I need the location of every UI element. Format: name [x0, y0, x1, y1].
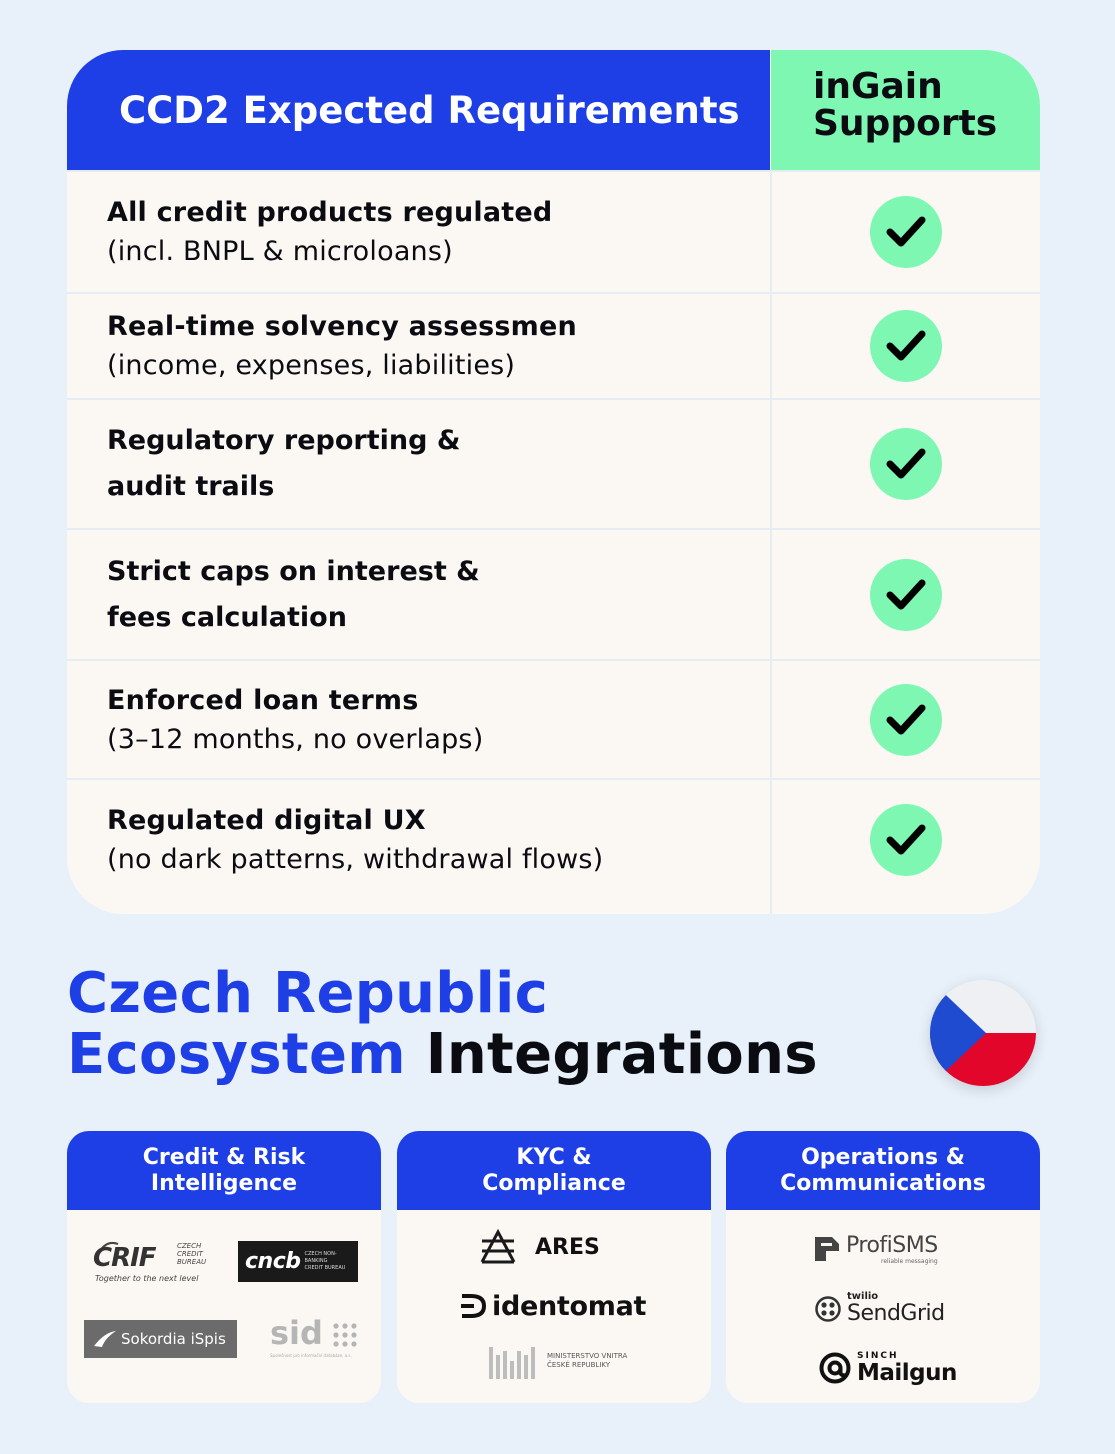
requirement-title: Enforced loan terms [107, 684, 419, 716]
mvcr-text [547, 1352, 627, 1370]
sendgrid-wordmark: SendGrid [847, 1301, 945, 1326]
requirement-row [67, 659, 1040, 778]
crif-sub2: CREDIT [177, 1250, 203, 1258]
mvcr-line1: MINISTERSTVO VNITRA [547, 1352, 628, 1360]
checkmark-icon [870, 428, 942, 500]
ingain-supports-line1: inGain [813, 66, 943, 107]
card-title-line1: Credit & Risk [142, 1144, 306, 1170]
card-title-line2: Communications [780, 1170, 986, 1196]
crif-subtitle [177, 1242, 206, 1266]
card-title-line2: Intelligence [150, 1170, 298, 1196]
cncb-logo [238, 1241, 358, 1282]
ecosystem-title [67, 963, 818, 1085]
support-cell [770, 294, 1040, 398]
card-title-line1: Operations & [801, 1144, 965, 1170]
requirements-table [67, 50, 1040, 914]
ecosystem-title-dark: Integrations [405, 1022, 818, 1087]
checkmark-icon [870, 559, 942, 631]
twilio-wordmark: twilio [847, 1291, 879, 1302]
credit-risk-card [67, 1131, 381, 1403]
requirement-cell [67, 400, 770, 528]
checkmark-icon [870, 804, 942, 876]
requirement-title: Strict caps on interest & [107, 555, 480, 587]
requirement-row [67, 398, 1040, 528]
requirement-cell [67, 661, 770, 778]
identomat-wordmark: identomat [492, 1290, 647, 1322]
crif-tagline: Together to the next level [95, 1274, 199, 1283]
card-body [726, 1210, 1040, 1403]
support-cell [770, 172, 1040, 292]
support-cell [770, 661, 1040, 778]
ecosystem-title-blue: Ecosystem [67, 1022, 406, 1087]
ares-logo [479, 1227, 600, 1267]
requirement-row [67, 170, 1040, 292]
card-title-line1: KYC & [516, 1144, 592, 1170]
requirement-cell [67, 530, 770, 659]
card-header [67, 1131, 381, 1210]
identomat-logo [458, 1286, 646, 1326]
mailgun-text [857, 1351, 957, 1386]
requirement-title: Regulatory reporting & [107, 425, 461, 456]
requirement-title-cont: fees calculation [107, 601, 347, 633]
sokordia-swoosh-icon [93, 1330, 117, 1348]
card-body [67, 1210, 381, 1403]
sokordia-logo [84, 1320, 237, 1358]
card-title-line2: Compliance [482, 1170, 626, 1196]
profisms-logo [812, 1230, 938, 1268]
mailgun-at-icon [818, 1351, 852, 1385]
requirement-cell [67, 780, 770, 914]
crif-wordmark: CRIF [93, 1243, 156, 1273]
profisms-wordmark: ProfiSMS [846, 1232, 938, 1258]
card-header [726, 1131, 1040, 1210]
checkmark-icon [870, 310, 942, 382]
sinch-wordmark: SINCH [857, 1350, 899, 1361]
twilio-emblem-icon [815, 1296, 841, 1322]
requirements-header: CCD2 Expected Requirements [67, 50, 770, 170]
support-cell [770, 400, 1040, 528]
requirement-cell [67, 294, 770, 398]
mvcr-line2: ČESKÉ REPUBLIKY [547, 1361, 611, 1369]
sid-wordmark: sid [270, 1314, 323, 1352]
operations-communications-card [726, 1131, 1040, 1403]
sokordia-wordmark: Sokordia iSpis [121, 1330, 226, 1348]
requirement-detail: (income, expenses, liabilities) [107, 350, 516, 381]
cncb-sub2: CREDIT BUREAU [304, 1265, 346, 1271]
ingain-supports-line2: Supports [813, 103, 998, 144]
checkmark-icon [870, 684, 942, 756]
crif-sub3: BUREAU [177, 1258, 207, 1266]
requirement-detail: (no dark patterns, withdrawal flows) [107, 844, 604, 875]
requirement-title: All credit products regulated [107, 197, 553, 228]
crif-sub1: CZECH [177, 1242, 202, 1250]
mailgun-wordmark: Mailgun [857, 1359, 957, 1386]
mvcr-emblem-icon [487, 1341, 539, 1381]
ares-wordmark: ARES [535, 1234, 600, 1260]
ares-emblem-icon [479, 1229, 517, 1265]
requirement-title-cont: audit trails [107, 471, 275, 502]
sid-dots-icon [332, 1322, 360, 1348]
card-body [397, 1210, 711, 1403]
sendgrid-text [847, 1292, 945, 1326]
czech-flag-icon [930, 980, 1036, 1086]
cncb-sub1: CZECH NON-BANKING [304, 1251, 337, 1264]
crif-logo [93, 1238, 227, 1284]
profisms-emblem-icon [812, 1234, 842, 1264]
requirement-row [67, 292, 1040, 398]
cncb-wordmark: cncb [245, 1249, 301, 1274]
checkmark-icon [870, 196, 942, 268]
support-cell [770, 530, 1040, 659]
ecosystem-title-line1: Czech Republic [67, 961, 549, 1026]
requirement-title: Real-time solvency assessmen [107, 311, 577, 342]
card-header [397, 1131, 711, 1210]
cncb-subtitle [305, 1251, 359, 1272]
support-cell [770, 780, 1040, 914]
requirement-cell [67, 172, 770, 292]
mvcr-logo [487, 1340, 627, 1382]
sid-logo [270, 1316, 364, 1366]
requirement-title: Regulated digital UX [107, 805, 426, 836]
mailgun-logo [818, 1348, 957, 1388]
kyc-compliance-card [397, 1131, 711, 1403]
requirement-row [67, 528, 1040, 659]
profisms-tagline: reliable messaging [881, 1257, 938, 1265]
profisms-text [846, 1234, 938, 1265]
identomat-emblem-icon [458, 1291, 488, 1321]
requirement-detail: (incl. BNPL & microloans) [107, 236, 453, 267]
requirement-detail: (3–12 months, no overlaps) [107, 723, 484, 755]
sid-subtitle: Společnost pro informační databáze, a.s. [270, 1353, 352, 1358]
sendgrid-logo [815, 1290, 945, 1328]
ingain-supports-header [771, 50, 1040, 170]
requirement-row [67, 778, 1040, 914]
